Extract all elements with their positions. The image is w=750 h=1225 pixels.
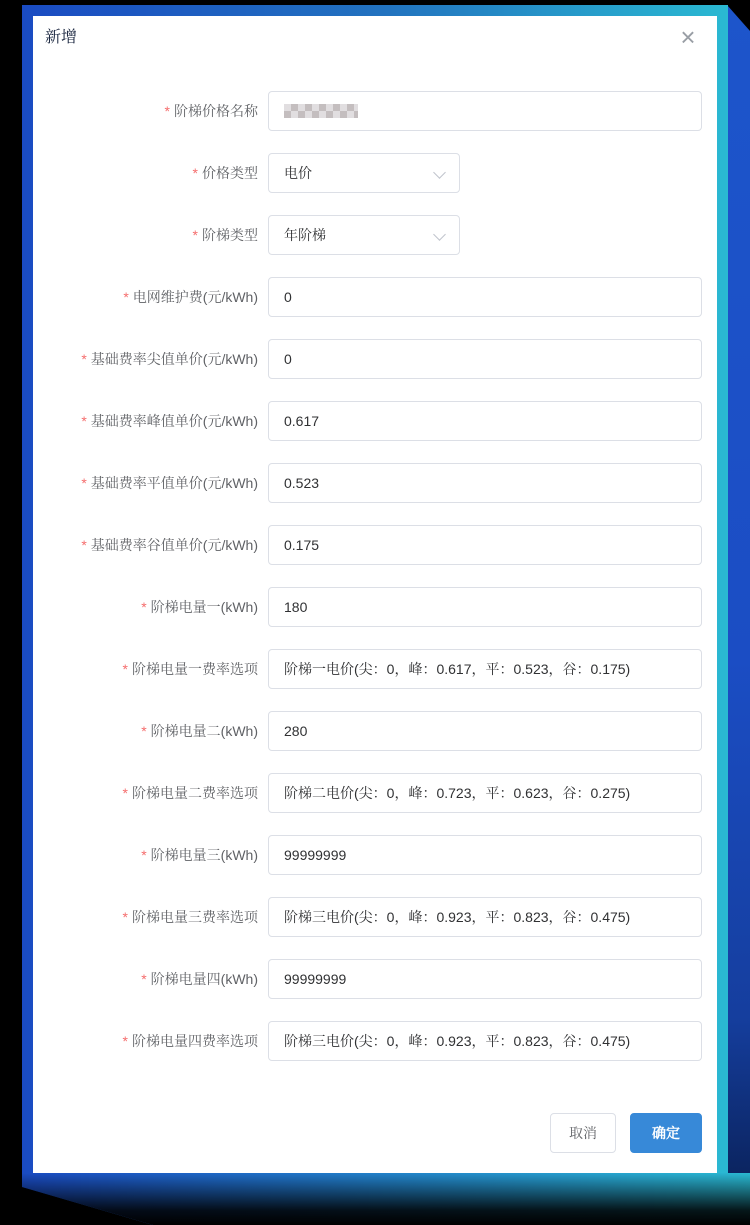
confirm-button[interactable]: 确定 [630,1113,702,1153]
input-field-3[interactable] [268,277,702,317]
field-label-cell [33,153,258,193]
input-field-10[interactable] [268,711,702,751]
field-label: 阶梯价格名称 [174,103,258,119]
form-row [33,897,717,937]
chevron-down-icon [433,166,446,179]
dialog-footer [550,1113,702,1153]
field-label: 阶梯类型 [202,227,258,243]
input-field-8[interactable] [268,587,702,627]
redacted-value [284,104,358,118]
required-asterisk: * [123,289,129,305]
field-label: 阶梯电量一(kWh) [150,599,258,615]
required-asterisk: * [81,351,87,367]
field-label-cell [33,463,258,503]
field-value: 99999999 [284,971,347,987]
form-row [33,91,717,131]
field-label-cell [33,897,258,937]
field-value: 阶梯二电价(尖：0，峰：0.723，平：0.623，谷：0.275) [284,785,631,801]
required-asterisk: * [141,971,147,987]
field-value: 280 [284,723,308,739]
field-value: 阶梯一电价(尖：0，峰：0.617，平：0.523，谷：0.175) [284,661,631,677]
input-field-13[interactable] [268,897,702,937]
field-value: 阶梯三电价(尖：0，峰：0.923，平：0.823，谷：0.475) [284,909,631,925]
field-label-cell [33,277,258,317]
input-field-4[interactable] [268,339,702,379]
field-label-cell [33,215,258,255]
field-value: 电价 [284,165,312,181]
field-label-cell [33,587,258,627]
required-asterisk: * [81,475,87,491]
field-label: 基础费率峰值单价(元/kWh) [90,413,258,429]
field-label: 价格类型 [202,165,258,181]
required-asterisk: * [122,909,128,925]
field-label: 基础费率尖值单价(元/kWh) [90,351,258,367]
field-label: 阶梯电量四(kWh) [150,971,258,987]
form-row [33,835,717,875]
field-label: 阶梯电量二费率选项 [132,785,258,801]
input-field-6[interactable] [268,463,702,503]
field-label: 电网维护费(元/kWh) [132,289,258,305]
add-dialog [33,16,717,1173]
form-row [33,773,717,813]
field-label-cell [33,649,258,689]
field-label: 基础费率平值单价(元/kWh) [90,475,258,491]
input-field-0[interactable] [268,91,702,131]
input-field-14[interactable] [268,959,702,999]
field-label-cell [33,835,258,875]
required-asterisk: * [81,413,87,429]
required-asterisk: * [122,1033,128,1049]
dialog-header [33,16,717,52]
form-row [33,215,717,255]
cancel-button[interactable]: 取消 [550,1113,616,1153]
required-asterisk: * [141,723,147,739]
required-asterisk: * [192,165,198,181]
input-field-15[interactable] [268,1021,702,1061]
required-asterisk: * [164,103,170,119]
form-row [33,711,717,751]
field-value: 0 [284,351,292,367]
field-label-cell [33,91,258,131]
form-row [33,1021,717,1061]
field-label-cell [33,711,258,751]
field-value: 0.175 [284,537,320,553]
required-asterisk: * [122,785,128,801]
form-row [33,525,717,565]
input-field-11[interactable] [268,773,702,813]
form-row [33,401,717,441]
input-field-12[interactable] [268,835,702,875]
form-row [33,587,717,627]
field-label: 阶梯电量三费率选项 [132,909,258,925]
field-label-cell [33,339,258,379]
select-field-1[interactable] [268,153,460,193]
form-row [33,277,717,317]
form [33,91,717,1061]
field-value: 阶梯三电价(尖：0，峰：0.923，平：0.823，谷：0.475) [284,1033,631,1049]
chevron-down-icon [433,228,446,241]
form-row [33,463,717,503]
form-row [33,339,717,379]
field-label-cell [33,959,258,999]
field-label: 基础费率谷值单价(元/kWh) [90,537,258,553]
required-asterisk: * [81,537,87,553]
field-value: 0 [284,289,292,305]
field-label-cell [33,773,258,813]
field-label-cell [33,525,258,565]
field-label: 阶梯电量一费率选项 [132,661,258,677]
field-label-cell [33,401,258,441]
field-label: 阶梯电量二(kWh) [150,723,258,739]
close-icon[interactable]: × [675,24,701,50]
field-value: 年阶梯 [284,227,326,243]
field-label: 阶梯电量四费率选项 [132,1033,258,1049]
field-value: 180 [284,599,308,615]
input-field-7[interactable] [268,525,702,565]
frame-side-face [727,5,750,1195]
form-row [33,153,717,193]
required-asterisk: * [141,599,147,615]
required-asterisk: * [141,847,147,863]
select-field-2[interactable] [268,215,460,255]
input-field-5[interactable] [268,401,702,441]
field-label: 阶梯电量三(kWh) [150,847,258,863]
field-label-cell [33,1021,258,1061]
dialog-title: 新增 [45,29,78,46]
required-asterisk: * [122,661,128,677]
required-asterisk: * [192,227,198,243]
field-value: 99999999 [284,847,347,863]
input-field-9[interactable] [268,649,702,689]
form-row [33,649,717,689]
frame-bottom-band [22,1173,750,1225]
field-value: 0.523 [284,475,320,491]
field-value: 0.617 [284,413,320,429]
form-row [33,959,717,999]
